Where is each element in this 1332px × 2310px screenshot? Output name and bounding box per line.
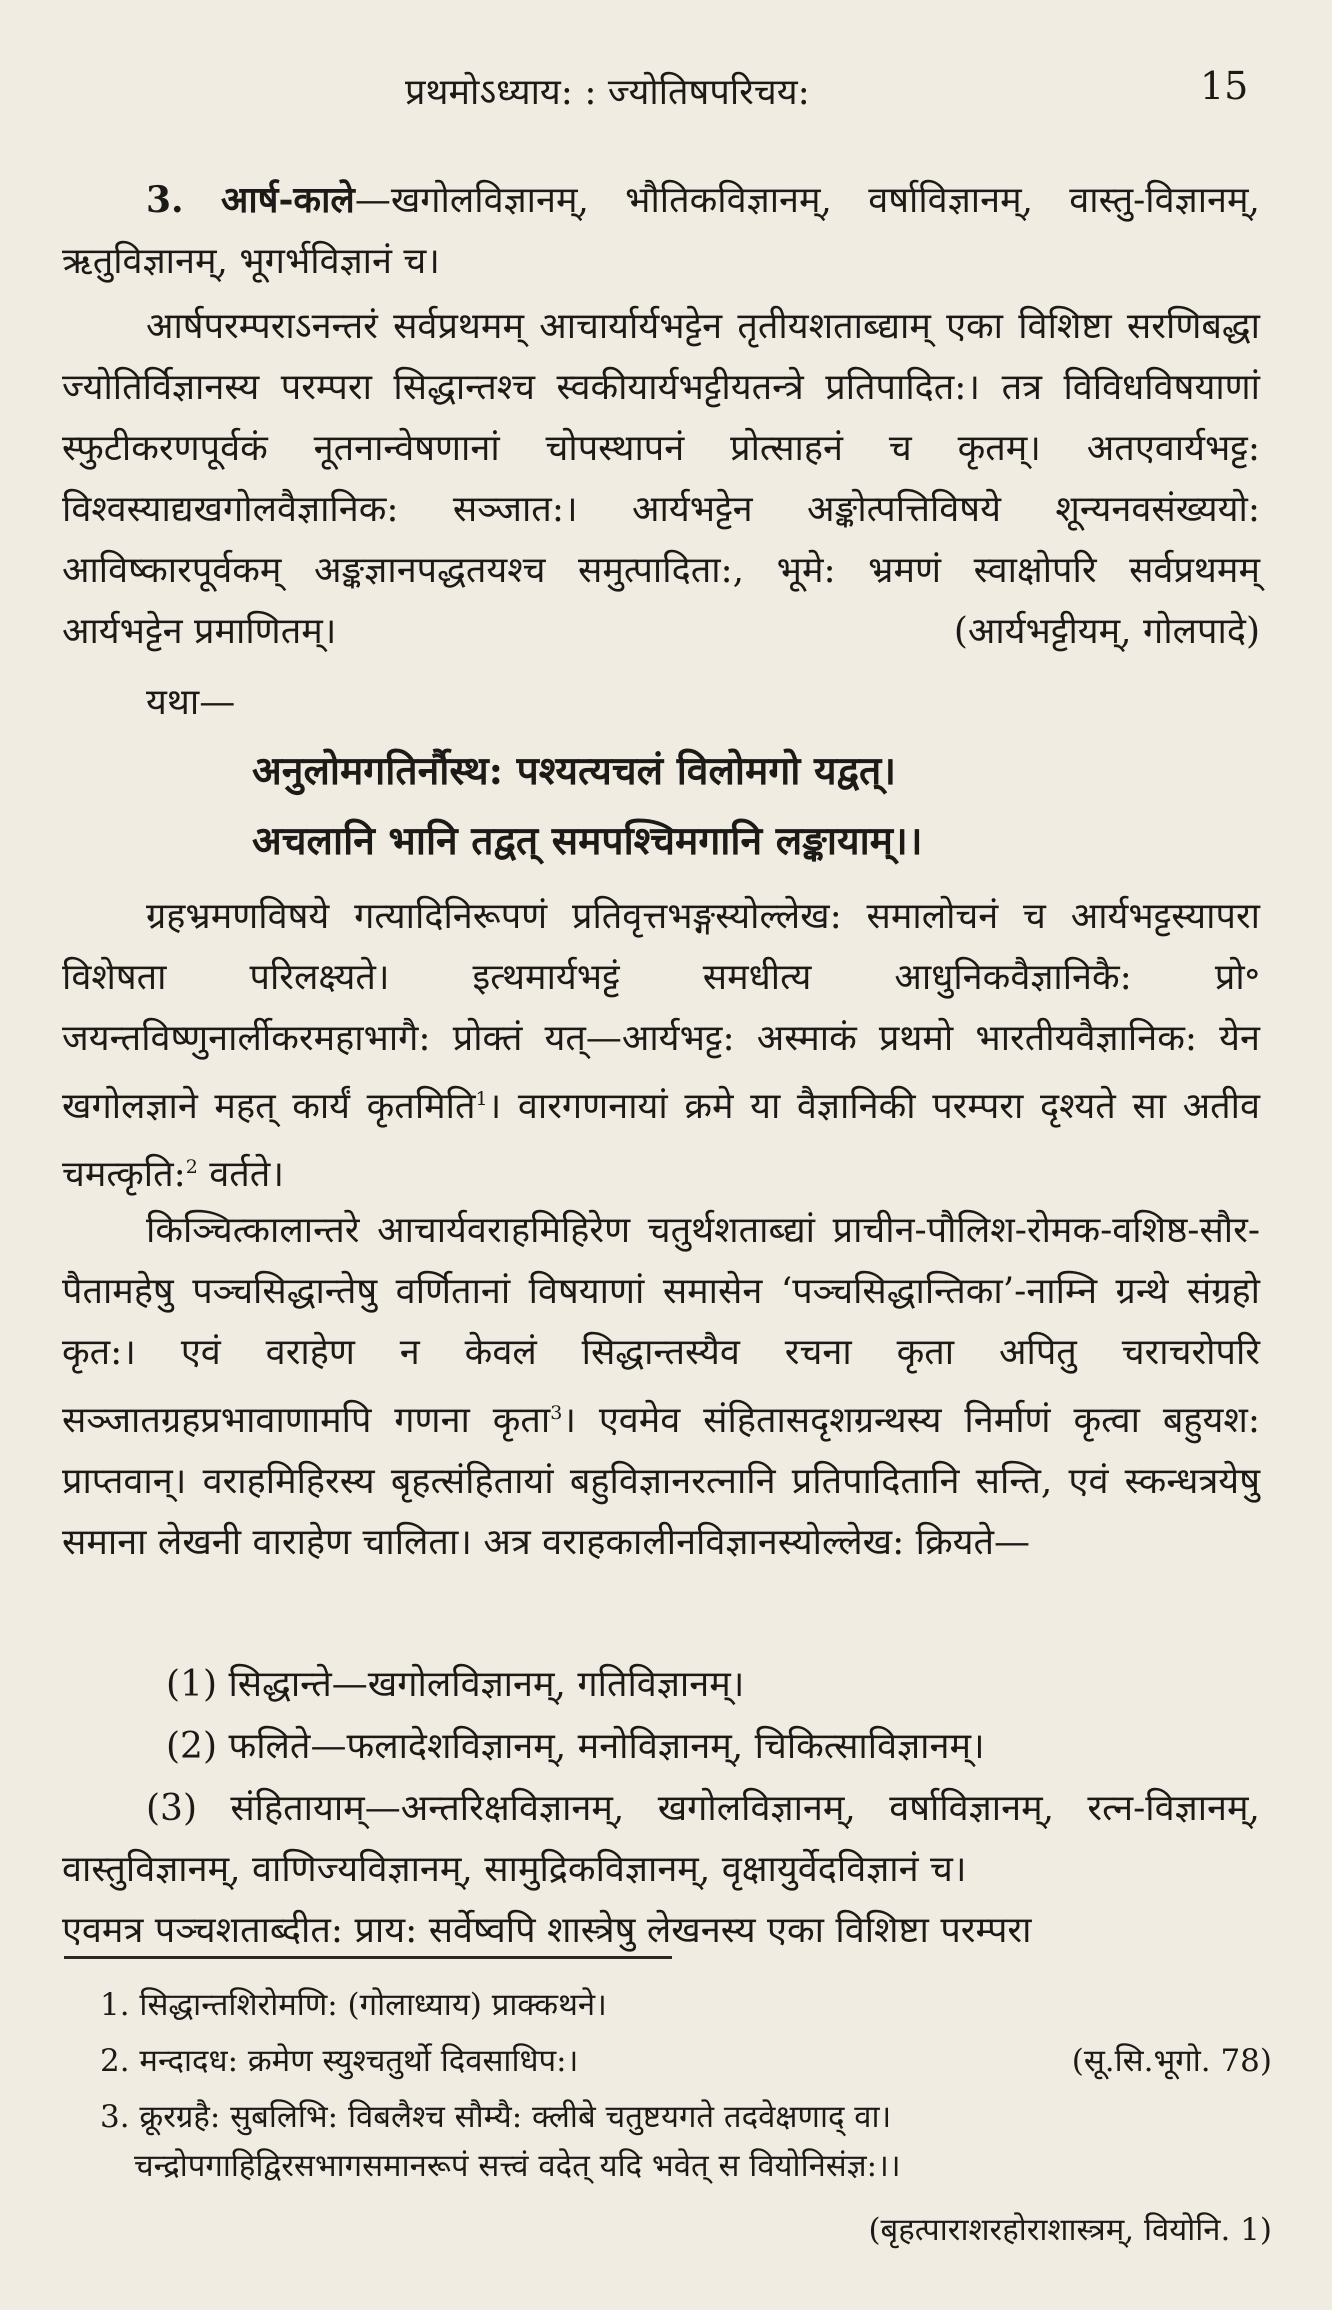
yatha-label: यथा—: [146, 682, 236, 723]
footnote-3: 3. क्रूरग्रहै: सुबलिभि: विबलैश्च सौम्यै: क्लीबे चतुष्टयगते तदवेक्षणाद् वा।: [100, 2099, 892, 2135]
footnote-1: 1. सिद्धान्तशिरोमणि: (गोलाध्याय) प्राक्कथने।: [100, 1987, 607, 2023]
footnote-2: [100, 2034, 1272, 2088]
paragraph-aryabhata: [62, 296, 1260, 662]
running-header: प्रथमोऽध्याय: : ज्योतिषपरिचय:: [405, 72, 810, 113]
footnote-2-citation: (सू.सि.भूगो. 78): [1071, 2043, 1272, 2079]
footnote-separator: [64, 1956, 672, 1959]
paragraph-text: किञ्चित्कालान्तरे आचार्यवराहमिहिरेण चतुर्थशताब्द्यां प्राचीन-पौलिश-रोमक-वशिष्ठ-सौर-पैतामहेषु पञ्चसिद्धान्तेषु वर्णितानां विषयाणां समासेन ‘पञ्चसिद्धान्तिका’-नाम्नि ग्रन्थे संग्रहो कृत:। एवं वराहेण न केवलं सिद्धान्तस्यैव रचना कृता अपितु चराचरोपरि सञ्जातग्रहप्रभावाणामपि गणना कृता: [62, 1210, 1260, 1441]
paragraph-text: वर्तते।: [197, 1154, 284, 1195]
paragraph-planetary-motion: [62, 886, 1260, 1205]
footnote-3-citation: (बृहत्पाराशरहोराशास्त्रम्, वियोनि. 1): [868, 2212, 1272, 2248]
paragraph-text: । एवमेव संहितासदृशग्रन्थस्य निर्माणं कृत्वा बहुयश: प्राप्तवान्। वराहमिहिरस्य बृहत्संहितायां बहुविज्ञानरत्नानि प्रतिपादितानि सन्ति, एवं स्कन्धत्रयेषु समाना लेखनी वाराहेण चालिता। अत्र वराहकालीनविज्ञानस्योल्लेख: क्रियते—: [62, 1400, 1260, 1563]
footnote-ref-2: 2: [185, 1156, 198, 1178]
paragraph-continuation: एवमत्र पञ्चशताब्दीत: प्राय: सर्वेष्वपि शास्त्रेषु लेखनस्य एका विशिष्टा परम्परा: [62, 1910, 1032, 1951]
page-number: 15: [1200, 64, 1249, 108]
footnote-3-continuation: चन्द्रोपगाहिद्विरसभागसमानरूपं सत्त्वं वदेत् यदि भवेत् स वियोनिसंज्ञ:।।: [134, 2148, 901, 2184]
paragraph-text: । वारगणनायां क्रमे या वैज्ञानिकी परम्परा दृश्यते सा अतीव चमत्कृति:: [62, 1086, 1260, 1195]
citation-aryabhatiyam: (आर्यभट्टीयम्, गोलपादे): [953, 611, 1260, 652]
paragraph-aryabhata-text: आर्षपरम्पराऽनन्तरं सर्वप्रथमम् आचार्यार्यभट्टेन तृतीयशताब्द्याम् एका विशिष्टा सरणिबद्धा ज्योतिर्विज्ञानस्य परम्परा सिद्धान्तश्च स्वकीयार्यभट्टीयतन्त्रे प्रतिपादित:। तत्र विविधविषयाणां स्फुटीकरणपूर्वकं नूतनान्वेषणानां चोपस्थापनं प्रोत्साहनं च कृतम्। अतएवार्यभट्ट: विश्वस्याद्यखगोलवैज्ञानिक: सञ्जात:। आर्यभट्टेन अङ्कोत्पत्तिविषये शून्यनवसंख्ययो: आविष्कारपूर्वकम् अङ्कज्ञानपद्धतयश्च समुत्पादिता:, भूमे: भ्रमणं स्वाक्षोपरि सर्वप्रथमम् आर्यभट्टेन प्रमाणितम्।: [62, 306, 1260, 652]
paragraph-text: ग्रहभ्रमणविषये गत्यादिनिरूपणं प्रतिवृत्तभङ्गस्योल्लेख: समालोचनं च आर्यभट्टस्यापरा विशेषता परिलक्ष्यते। इत्थमार्यभट्टं समधीत्य आधुनिकवैज्ञानिकै: प्रो॰ जयन्तविष्णुनार्लीकरमहाभागै: प्रोक्तं यत्—आर्यभट्ट: अस्माकं प्रथमो भारतीयवैज्ञानिक: येन खगोलज्ञाने महत् कार्यं कृतमिति: [62, 896, 1260, 1127]
verse-line-2: अचलानि भानि तद्वत् समपश्चिमगानि लङ्कायाम्।।: [252, 818, 923, 864]
section-3-text: —खगोलविज्ञानम्, भौतिकविज्ञानम्, वर्षाविज्ञानम्, वास्तु-विज्ञानम्, ऋतुविज्ञानम्, भूगर्भविज्ञानं च।: [62, 180, 1260, 282]
paragraph-varahamihira: [62, 1200, 1260, 1573]
verse-line-1: अनुलोमगतिर्नौस्थ: पश्यत्यचलं विलोमगो यद्वत्।: [252, 748, 897, 794]
list-item-3: (3) संहितायाम्—अन्तरिक्षविज्ञानम्, खगोलविज्ञानम्, वर्षाविज्ञानम्, रत्न-विज्ञानम्, वास्तुविज्ञानम्, वाणिज्यविज्ञानम्, सामुद्रिकविज्ञानम्, वृक्षायुर्वेदविज्ञानं च।: [62, 1788, 1260, 1890]
footnote-ref-3: 3: [550, 1402, 563, 1424]
footnote-ref-1: 1: [475, 1088, 488, 1110]
footnote-2-text: 2. मन्दादध: क्रमेण स्युश्चतुर्थो दिवसाधिप:।: [100, 2043, 579, 2079]
list-item-1: (1) सिद्धान्ते—खगोलविज्ञानम्, गतिविज्ञानम्।: [166, 1664, 745, 1705]
list-item-2: (2) फलिते—फलादेशविज्ञानम्, मनोविज्ञानम्, चिकित्साविज्ञानम्।: [166, 1726, 985, 1767]
section-3-label: 3. आर्ष-काले: [146, 179, 355, 221]
section-3-paragraph: [62, 170, 1260, 292]
